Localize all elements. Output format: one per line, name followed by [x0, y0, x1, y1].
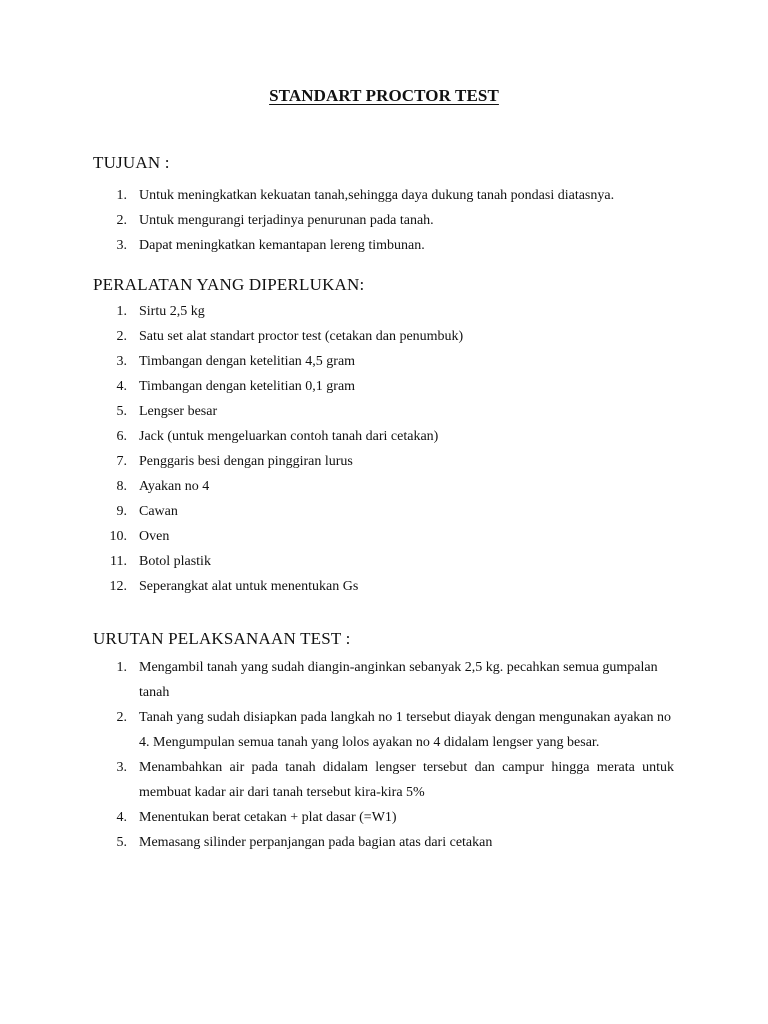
list-item [0, 524, 768, 549]
list-number: 2. [116, 710, 127, 725]
list-number: 1. [116, 304, 127, 319]
list-item [0, 183, 768, 208]
list-text: Mengambil tanah yang sudah diangin-anginkan sebanyak 2,5 kg. pecahkan semua gumpalan tanah [139, 660, 658, 700]
list-number: 5. [116, 404, 127, 419]
list-number: 4. [116, 379, 127, 394]
section-heading-urutan: URUTAN PELAKSANAAN TEST : [93, 629, 351, 648]
list-item [0, 655, 768, 705]
list-number: 9. [116, 504, 127, 519]
list-number: 10. [109, 529, 127, 544]
list-item [0, 705, 768, 755]
list-number: 6. [116, 429, 127, 444]
list-number: 5. [116, 835, 127, 850]
list-text: Timbangan dengan ketelitian 0,1 gram [139, 379, 356, 394]
list-item [0, 299, 768, 324]
list-number: 12. [109, 579, 127, 594]
list-text: Untuk mengurangi terjadinya penurunan pada tanah. [139, 213, 434, 228]
list-number: 2. [116, 329, 127, 344]
list-item [0, 549, 768, 574]
list-item [0, 208, 768, 233]
list-item [0, 574, 768, 599]
peralatan-list [0, 299, 768, 599]
list-item [0, 233, 768, 258]
tujuan-list [0, 183, 768, 258]
list-text: Botol plastik [139, 554, 211, 569]
document-title: STANDART PROCTOR TEST [269, 86, 499, 105]
list-number: 4. [116, 810, 127, 825]
list-item [0, 499, 768, 524]
urutan-list [0, 655, 768, 855]
list-number: 1. [116, 188, 127, 203]
list-text: Sirtu 2,5 kg [139, 304, 205, 319]
list-text: Seperangkat alat untuk menentukan Gs [139, 579, 359, 594]
list-text: Ayakan no 4 [139, 479, 210, 494]
list-number: 11. [110, 554, 127, 569]
list-item [0, 830, 768, 855]
list-number: 2. [116, 213, 127, 228]
list-text: Lengser besar [139, 404, 218, 419]
list-number: 3. [116, 760, 127, 775]
list-number: 3. [116, 238, 127, 253]
section-heading-peralatan: PERALATAN YANG DIPERLUKAN: [93, 275, 365, 294]
list-text: Menambahkan air pada tanah didalam lengser tersebut dan campur hingga merata untuk membuat kadar air dari tanah tersebut kira-kira 5% [139, 760, 674, 800]
list-text: Satu set alat standart proctor test (cetakan dan penumbuk) [139, 329, 464, 344]
list-item [0, 349, 768, 374]
list-text: Cawan [139, 504, 178, 519]
list-text: Memasang silinder perpanjangan pada bagian atas dari cetakan [139, 835, 493, 850]
list-text: Dapat meningkatkan kemantapan lereng timbunan. [139, 238, 425, 253]
list-item [0, 399, 768, 424]
list-number: 7. [116, 454, 127, 469]
list-text: Oven [139, 529, 170, 544]
list-item [0, 805, 768, 830]
list-item [0, 424, 768, 449]
list-text: Jack (untuk mengeluarkan contoh tanah dari cetakan) [139, 429, 439, 444]
list-number: 3. [116, 354, 127, 369]
list-item [0, 755, 768, 805]
list-text: Tanah yang sudah disiapkan pada langkah no 1 tersebut diayak dengan mengunakan ayakan no 4. Mengumpulan semua tanah yang lolos ayakan no 4 didalam lengser yang besar. [139, 710, 672, 750]
list-text: Timbangan dengan ketelitian 4,5 gram [139, 354, 356, 369]
list-item [0, 474, 768, 499]
list-text: Penggaris besi dengan pinggiran lurus [139, 454, 353, 469]
list-number: 8. [116, 479, 127, 494]
section-heading-tujuan: TUJUAN : [93, 153, 170, 172]
list-text: Untuk meningkatkan kekuatan tanah,sehingga daya dukung tanah pondasi diatasnya. [139, 188, 615, 203]
list-text: Menentukan berat cetakan + plat dasar (=W1) [139, 810, 397, 825]
list-item [0, 449, 768, 474]
list-item [0, 324, 768, 349]
list-number: 1. [116, 660, 127, 675]
list-item [0, 374, 768, 399]
